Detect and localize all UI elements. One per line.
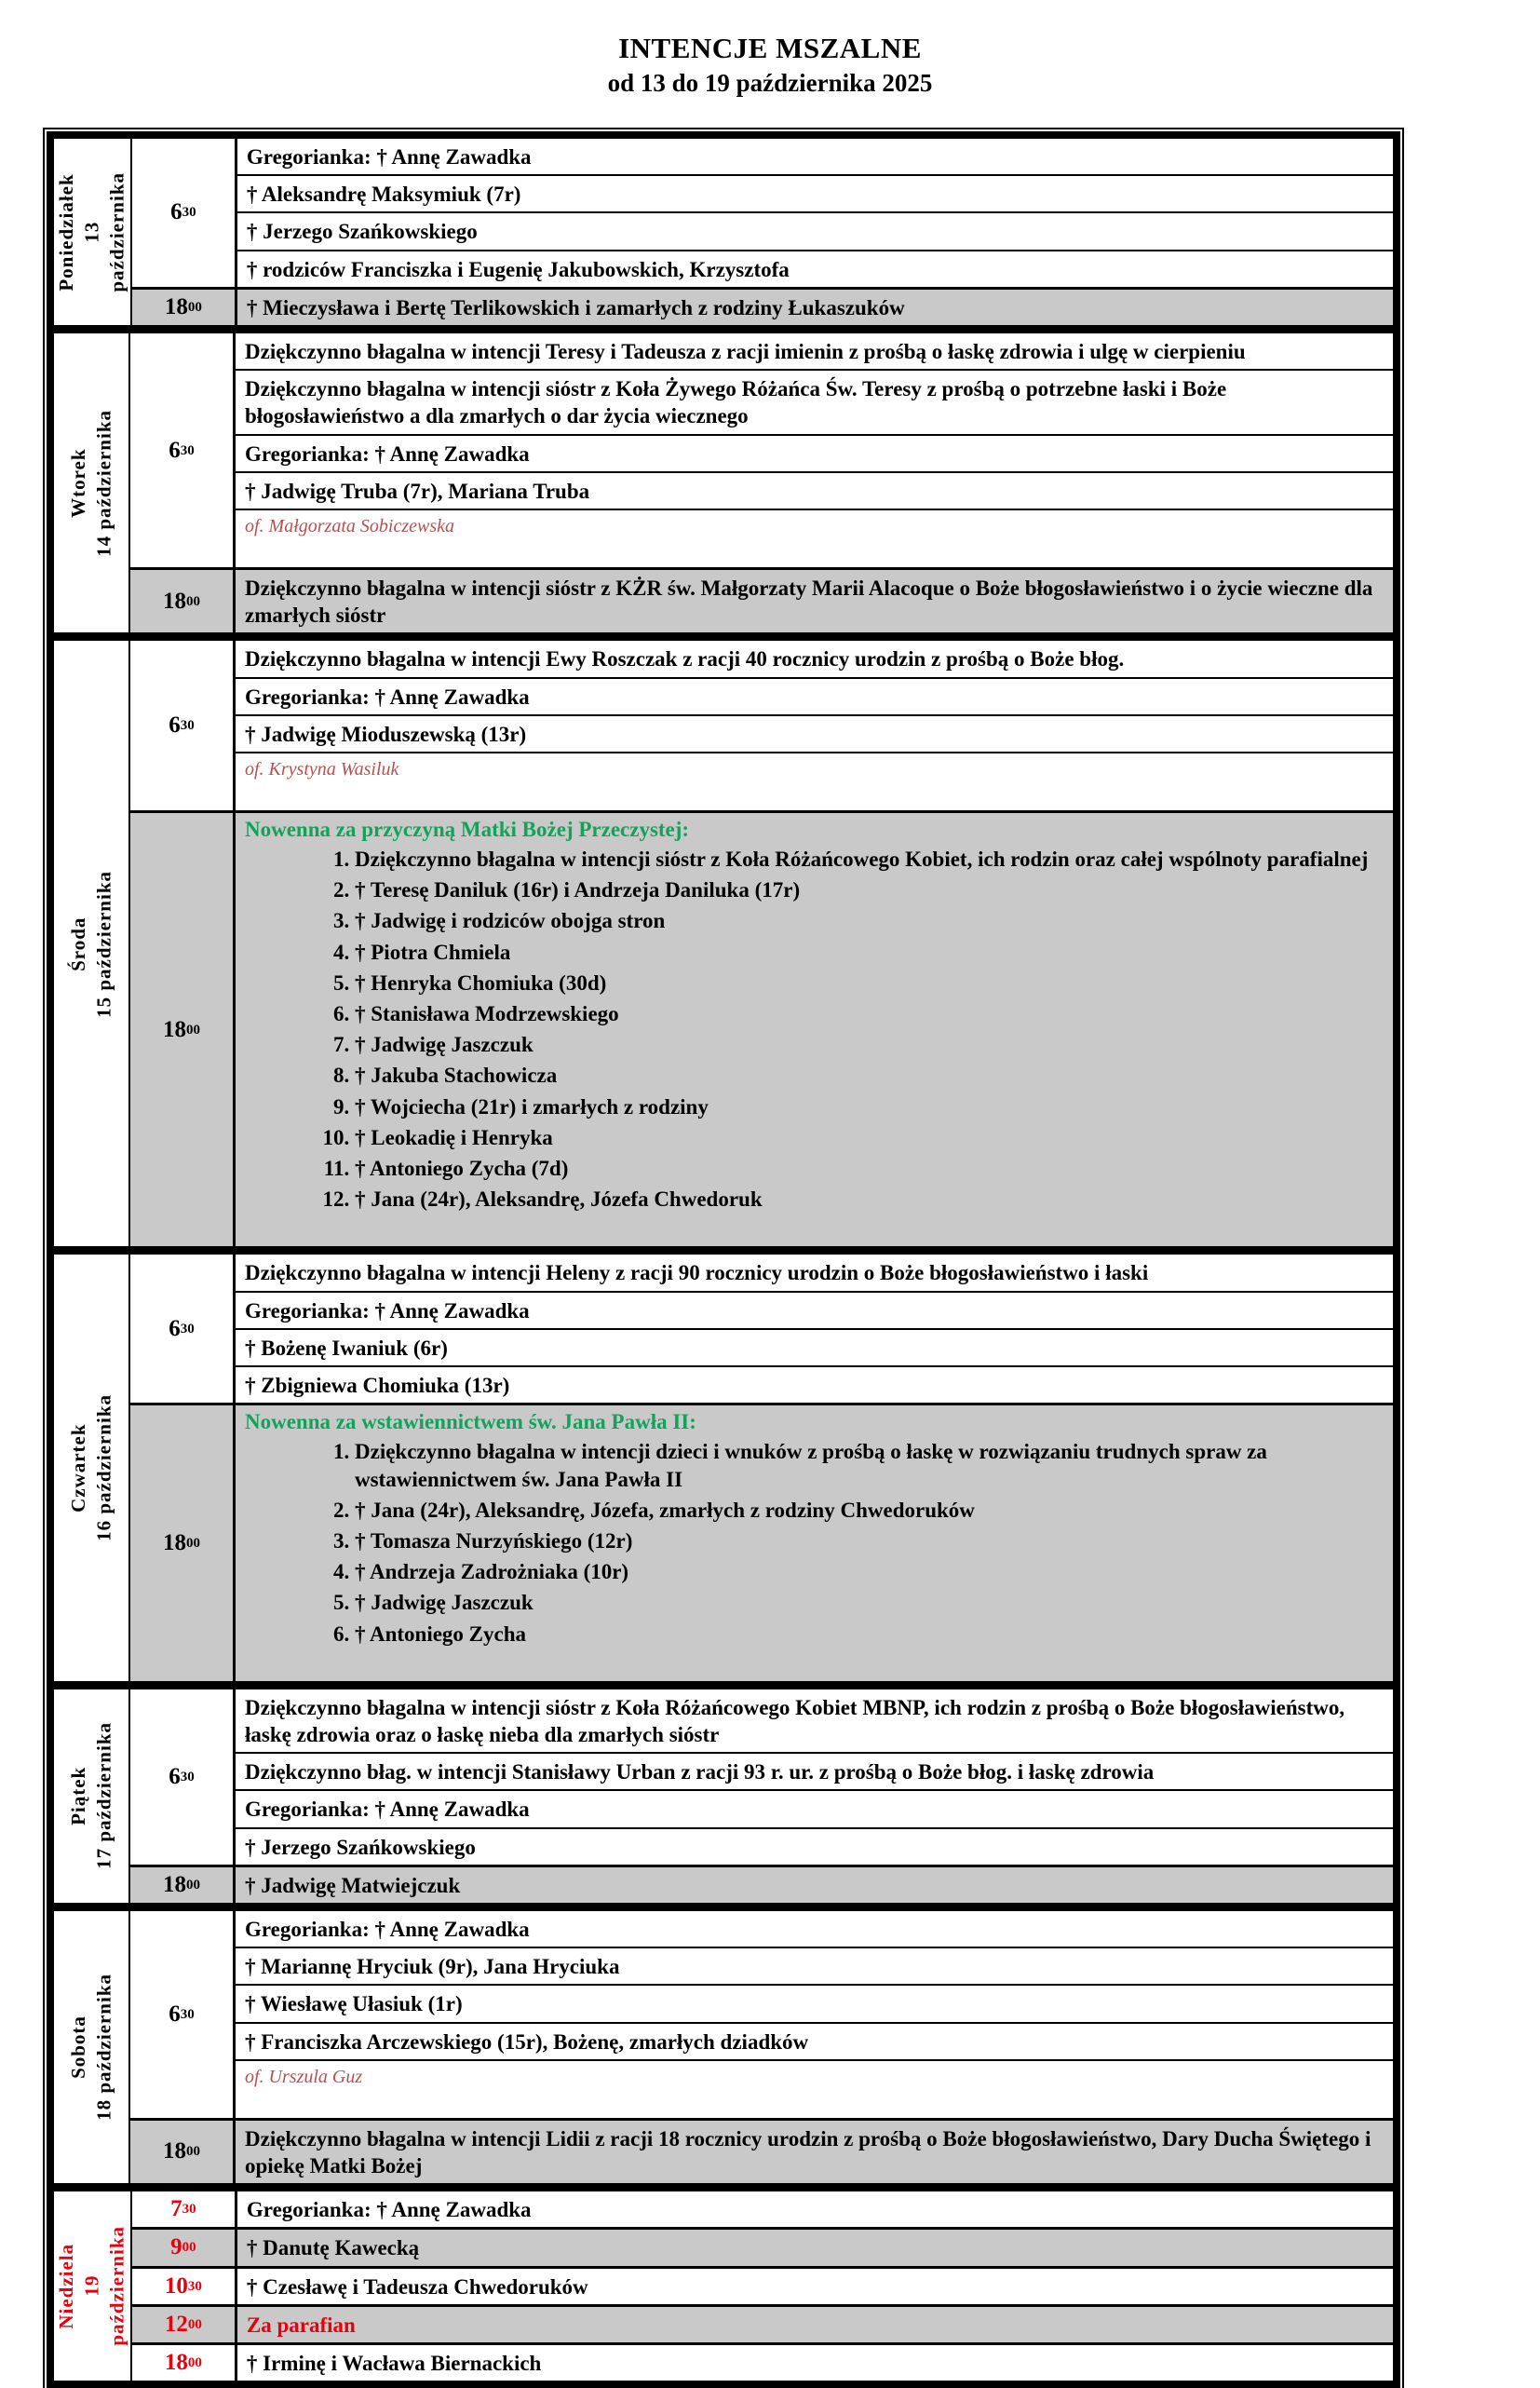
day-label: Sobota 18 października <box>66 1974 115 2121</box>
intention-row: † Mariannę Hryciuk (9r), Jana Hryciuka <box>236 1947 1393 1984</box>
intention-row: Za parafian <box>246 2313 356 2337</box>
nowenna-list-item: 4. † Piotra Chmiela <box>355 937 1384 968</box>
nowenna-header: Nowenna za wstawiennictwem św. Jana Pawła II: <box>245 1410 696 1434</box>
intentions-column <box>237 2269 1393 2304</box>
mass-time-hour: 10 <box>164 2273 188 2299</box>
day-cell <box>54 641 130 1246</box>
mass-time: 18 00 <box>130 570 236 632</box>
mass-block <box>132 2191 1393 2227</box>
day-cell <box>54 1911 130 2183</box>
mass-time-hour: 6 <box>169 712 181 739</box>
mass-blocks-column <box>132 2191 1393 2381</box>
intentions-column <box>236 2121 1393 2183</box>
mass-blocks-column <box>132 139 1393 325</box>
mass-blocks-column <box>130 641 1393 1246</box>
mass-time-hour: 18 <box>163 1871 186 1897</box>
nowenna-list-item: 6. † Antoniego Zycha <box>355 1619 1384 1649</box>
mass-block <box>130 1865 1393 1903</box>
nowenna-list-item: 2. † Teresę Daniluk (16r) i Andrzeja Daniluka (17r) <box>355 875 1384 905</box>
nowenna-list-item: 10. † Leokadię i Henryka <box>355 1122 1384 1153</box>
nowenna-list-item: 5. † Henryka Chomiuka (30d) <box>355 968 1384 998</box>
mass-time: 6 30 <box>132 139 237 287</box>
nowenna-list <box>236 844 1393 1246</box>
mass-time: 6 30 <box>130 1255 236 1403</box>
mass-block <box>132 139 1393 287</box>
intentions-column <box>236 1405 1393 1680</box>
intention-row: † Aleksandrę Maksymiuk (7r) <box>237 174 1393 211</box>
day-cell <box>54 333 130 632</box>
intention-row: Dziękczynno błagalna w intencji Teresy i Tadeusza z racji imienin z prośbą o łaskę zdrowia i ulgę w cierpieniu <box>245 340 1246 364</box>
intention-row: † Jadwigę Truba (7r), Mariana Truba <box>236 471 1393 509</box>
day-label: Czwartek 16 października <box>66 1394 115 1542</box>
nowenna-list <box>236 1436 1393 1680</box>
mass-blocks-column <box>130 1911 1393 2183</box>
nowenna-list-item: 9. † Wojciecha (21r) i zmarłych z rodziny <box>355 1092 1384 1122</box>
mass-blocks-column <box>130 1255 1393 1680</box>
mass-time: 18 00 <box>130 813 236 1246</box>
mass-block <box>130 1911 1393 2118</box>
mass-block <box>130 333 1393 567</box>
offering-note: of. Małgorzata Sobiczewska <box>236 509 1393 567</box>
schedule-table <box>47 131 1400 2388</box>
intention-row: Gregorianka: † Annę Zawadka <box>236 434 1393 471</box>
mass-block <box>130 1403 1393 1680</box>
day-label: Środa 15 października <box>66 870 115 1018</box>
nowenna-list-item: 1. Dziękczynno błagalna w intencji sióstr z Koła Różańcowego Kobiet, ich rodzin oraz całej wspólnoty parafialnej <box>355 844 1384 875</box>
mass-time-hour: 18 <box>164 293 188 319</box>
mass-block <box>132 2304 1393 2342</box>
mass-time-hour: 18 <box>164 2350 188 2376</box>
mass-blocks-column <box>130 333 1393 632</box>
nowenna-list-item: 2. † Jana (24r), Aleksandrę, Józefa, zmarłych z rodziny Chwedoruków <box>355 1495 1384 1526</box>
intentions-column <box>237 2307 1393 2342</box>
nowenna-list-item: 11. † Antoniego Zycha (7d) <box>355 1153 1384 1184</box>
mass-time: 18 00 <box>130 1405 236 1680</box>
intention-row: Gregorianka: † Annę Zawadka <box>236 677 1393 714</box>
intention-row: † Jerzego Szańkowskiego <box>236 1827 1393 1865</box>
intention-row: Dziękczynno błagalna w intencji sióstr z KŻR św. Małgorzaty Marii Alacoque o Boże błogosławieństwo i o życie wieczne dla zmarłych sióstr <box>245 577 1373 628</box>
page-title: INTENCJE MSZALNE <box>618 32 922 64</box>
mass-time-hour: 7 <box>170 2196 182 2222</box>
mass-time-hour: 6 <box>169 2001 181 2027</box>
mass-block <box>132 2342 1393 2381</box>
intention-row: † Mieczysława i Bertę Terlikowskich i zamarłych z rodziny Łukaszuków <box>246 295 905 319</box>
intention-row: Gregorianka: † Annę Zawadka <box>246 2198 532 2222</box>
mass-block <box>132 2227 1393 2265</box>
intention-row: Dziękczynno błagalna w intencji sióstr z Koła Żywego Różańca Św. Teresy z prośbą o potrzebne łaski i Boże błogosławieństwo a dla zmarłych o dar życia wiecznego <box>236 369 1393 433</box>
nowenna-list-item: 7. † Jadwigę Jaszczuk <box>355 1029 1384 1060</box>
mass-time: 7 30 <box>132 2191 237 2227</box>
intentions-column <box>236 1255 1393 1403</box>
nowenna-list-item: 5. † Jadwigę Jaszczuk <box>355 1587 1384 1618</box>
mass-time: 6 30 <box>130 1689 236 1865</box>
mass-time: 10 30 <box>132 2269 237 2304</box>
mass-time-hour: 6 <box>169 1763 181 1789</box>
intention-row: † rodziców Franciszka i Eugenię Jakubowskich, Krzysztofa <box>237 250 1393 287</box>
intention-row: Dziękczynno błagalna w intencji Lidii z racji 18 rocznicy urodzin z prośbą o Boże błogosławieństwo, Dary Ducha Świętego i opiekę Matki Bożej <box>245 2126 1371 2178</box>
mass-time: 6 30 <box>130 641 236 810</box>
mass-block <box>130 2118 1393 2183</box>
mass-block <box>130 641 1393 810</box>
intentions-column <box>236 333 1393 567</box>
intention-row: † Wiesławę Ułasiuk (1r) <box>236 1984 1393 2021</box>
intention-row: Gregorianka: † Annę Zawadka <box>246 145 532 169</box>
offering-note: of. Urszula Guz <box>236 2059 1393 2118</box>
day-label: Wtorek 14 października <box>66 409 115 557</box>
mass-time: 6 30 <box>130 333 236 567</box>
day-section <box>54 1903 1393 2183</box>
nowenna-list-item: 4. † Andrzeja Zadrożniaka (10r) <box>355 1556 1384 1587</box>
intention-row: † Bożenę Iwaniuk (6r) <box>236 1328 1393 1365</box>
intention-row: Gregorianka: † Annę Zawadka <box>236 1789 1393 1826</box>
mass-block <box>132 287 1393 325</box>
intentions-column <box>237 2230 1393 2265</box>
page-subtitle: od 13 do 19 października 2025 <box>607 69 933 97</box>
mass-time: 18 00 <box>132 290 237 325</box>
intention-row: Dziękczynno błagalna w intencji sióstr z Koła Różańcowego Kobiet MBNP, ich rodzin z prośbą o Boże błogosławieństwo, łaskę zdrowia oraz o łaskę nieba dla zmarłych sióstr <box>245 1695 1345 1746</box>
intention-row: † Zbigniewa Chomiuka (13r) <box>236 1365 1393 1403</box>
intentions-column <box>237 139 1393 287</box>
day-cell <box>54 2191 132 2381</box>
bulletin-page <box>0 32 1540 2376</box>
nowenna-header: Nowenna za przyczyną Matki Bożej Przeczystej: <box>245 818 690 842</box>
day-section <box>54 1681 1393 1903</box>
intention-row: Dziękczynno błagalna w intencji Ewy Roszczak z racji 40 rocznicy urodzin z prośbą o Boże błog. <box>245 647 1125 672</box>
day-section <box>54 325 1393 632</box>
nowenna-list-item: 12. † Jana (24r), Aleksandrę, Józefa Chwedoruk <box>355 1184 1384 1214</box>
intention-row: † Czesławę i Tadeusza Chwedoruków <box>246 2274 588 2299</box>
day-label: Piątek 17 października <box>66 1722 115 1870</box>
mass-blocks-column <box>130 1689 1393 1903</box>
mass-time: 9 00 <box>132 2230 237 2265</box>
mass-time-hour: 18 <box>163 1530 186 1555</box>
intentions-column <box>237 290 1393 325</box>
intention-row: † Jadwigę Matwiejczuk <box>245 1873 461 1897</box>
day-cell <box>54 1689 130 1903</box>
mass-time-hour: 9 <box>170 2234 182 2260</box>
offering-note: of. Krystyna Wasiluk <box>236 752 1393 810</box>
mass-time-hour: 18 <box>163 2138 186 2164</box>
mass-time: 18 00 <box>130 1867 236 1903</box>
intentions-column <box>236 1867 1393 1903</box>
mass-block <box>130 1689 1393 1865</box>
nowenna-list-item: 8. † Jakuba Stachowicza <box>355 1060 1384 1091</box>
intention-row: † Jadwigę Mioduszewską (13r) <box>236 714 1393 752</box>
mass-time: 6 30 <box>130 1911 236 2118</box>
intention-row: † Danutę Kawecką <box>246 2236 420 2260</box>
mass-time-hour: 12 <box>164 2311 188 2337</box>
day-section <box>54 1246 1393 1680</box>
mass-time-hour: 6 <box>169 1315 181 1341</box>
day-section <box>54 139 1393 325</box>
mass-time: 18 00 <box>130 2121 236 2183</box>
intentions-column <box>237 2345 1393 2381</box>
intention-row: † Jerzego Szańkowskiego <box>237 211 1393 249</box>
mass-time-hour: 18 <box>163 1016 186 1042</box>
intention-row: Gregorianka: † Annę Zawadka <box>236 1291 1393 1328</box>
mass-time: 12 00 <box>132 2307 237 2342</box>
day-cell <box>54 1255 130 1680</box>
intention-row: Dziękczynno błagalna w intencji Heleny z racji 90 rocznicy urodzin o Boże błogosławieństwo i łaski <box>245 1261 1149 1285</box>
day-section <box>54 2183 1393 2381</box>
day-cell <box>54 139 132 325</box>
mass-block <box>130 567 1393 632</box>
mass-block <box>130 1255 1393 1403</box>
intention-row: † Irminę i Wacława Biernackich <box>246 2351 542 2375</box>
intentions-column <box>236 813 1393 1246</box>
mass-block <box>132 2266 1393 2304</box>
day-section <box>54 632 1393 1246</box>
intention-row: † Franciszka Arczewskiego (15r), Bożenę, zmarłych dziadków <box>236 2022 1393 2059</box>
nowenna-list-item: 3. † Jadwigę i rodziców obojga stron <box>355 905 1384 936</box>
mass-time-hour: 6 <box>170 199 182 225</box>
mass-time: 18 00 <box>132 2345 237 2381</box>
intention-row: Gregorianka: † Annę Zawadka <box>245 1917 530 1941</box>
day-label: Niedziela 19 października <box>55 2226 128 2346</box>
nowenna-list-item: 1. Dziękczynno błagalna w intencji dzieci i wnuków z prośbą o łaskę w rozwiązaniu trudnych spraw za wstawiennictwem św. Jana Pawła II <box>355 1436 1384 1494</box>
nowenna-list-item: 6. † Stanisława Modrzewskiego <box>355 998 1384 1029</box>
intentions-column <box>236 570 1393 632</box>
nowenna-list-item: 3. † Tomasza Nurzyńskiego (12r) <box>355 1526 1384 1556</box>
intentions-column <box>236 641 1393 810</box>
intentions-column <box>236 1911 1393 2118</box>
intentions-column <box>236 1689 1393 1865</box>
day-label: Poniedziałek 13 października <box>55 171 128 292</box>
mass-time-hour: 6 <box>169 437 181 463</box>
intention-row: Dziękczynno błag. w intencji Stanisławy Urban z racji 93 r. ur. z prośbą o Boże błog. i łaskę zdrowia <box>236 1752 1393 1789</box>
intentions-column <box>237 2191 1393 2227</box>
mass-block <box>130 810 1393 1246</box>
mass-time-hour: 18 <box>163 588 186 614</box>
